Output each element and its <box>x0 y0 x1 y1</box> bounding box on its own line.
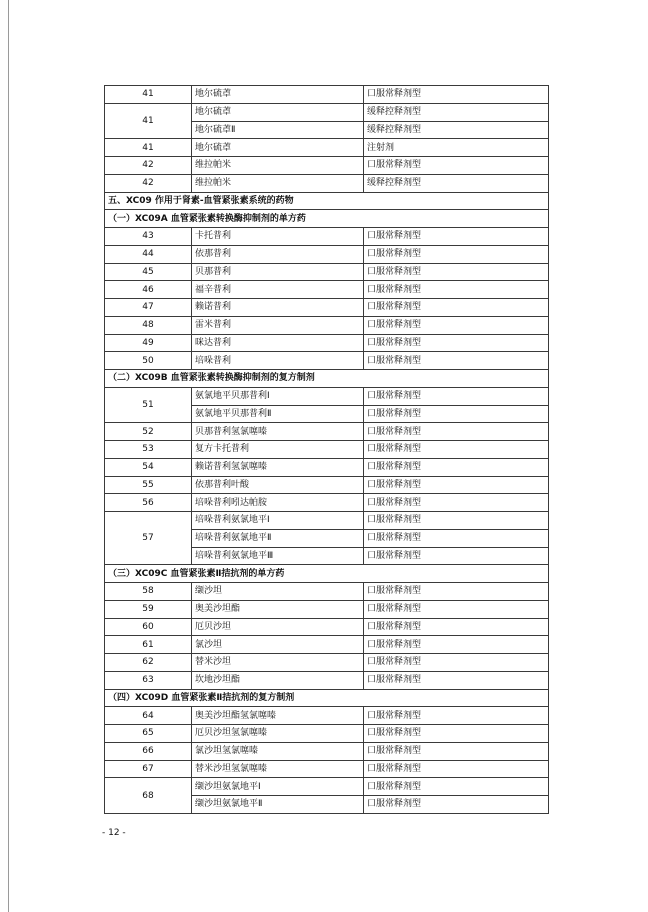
drug-name: 培哚普利吲达帕胺 <box>192 494 364 512</box>
table-row <box>105 423 549 441</box>
dosage-form: 口服常释剂型 <box>364 263 549 281</box>
table-row <box>105 458 549 476</box>
drug-name: 咪达普利 <box>192 334 364 352</box>
table-row <box>105 103 549 121</box>
table-row <box>105 86 549 104</box>
drug-name: 奥美沙坦酯 <box>192 600 364 618</box>
table-row <box>105 441 549 459</box>
drug-name: 厄贝沙坦氢氯噻嗪 <box>192 725 364 743</box>
dosage-form: 口服常释剂型 <box>364 334 549 352</box>
drug-number: 49 <box>105 334 192 352</box>
drug-number: 50 <box>105 352 192 370</box>
table-row <box>105 157 549 175</box>
dosage-form: 口服常释剂型 <box>364 778 549 796</box>
table-row <box>105 654 549 672</box>
drug-number: 43 <box>105 228 192 246</box>
drug-number: 57 <box>105 512 192 565</box>
dosage-form: 口服常释剂型 <box>364 636 549 654</box>
table-row <box>105 725 549 743</box>
drug-name: 复方卡托普利 <box>192 441 364 459</box>
dosage-form: 口服常释剂型 <box>364 157 549 175</box>
drug-name: 氨氯地平贝那普利Ⅱ <box>192 405 364 423</box>
table-row <box>105 636 549 654</box>
table-row <box>105 299 549 317</box>
drug-name: 培哚普利氨氯地平Ⅰ <box>192 512 364 530</box>
drug-name: 贝那普利 <box>192 263 364 281</box>
section-heading: （四）XC09D 血管紧张素Ⅱ拮抗剂的复方制剂 <box>105 689 549 707</box>
table-row <box>105 742 549 760</box>
table-row <box>105 512 549 530</box>
dosage-form: 口服常释剂型 <box>364 352 549 370</box>
drug-name: 替米沙坦 <box>192 654 364 672</box>
dosage-form: 口服常释剂型 <box>364 547 549 565</box>
drug-name: 福辛普利 <box>192 281 364 299</box>
drug-name: 雷米普利 <box>192 316 364 334</box>
dosage-form: 口服常释剂型 <box>364 441 549 459</box>
drug-number: 47 <box>105 299 192 317</box>
dosage-form: 口服常释剂型 <box>364 228 549 246</box>
dosage-form: 口服常释剂型 <box>364 405 549 423</box>
dosage-form: 口服常释剂型 <box>364 654 549 672</box>
drug-name: 赖诺普利 <box>192 299 364 317</box>
table-row <box>105 316 549 334</box>
dosage-form: 口服常释剂型 <box>364 618 549 636</box>
section-heading: （二）XC09B 血管紧张素转换酶抑制剂的复方制剂 <box>105 370 549 388</box>
table-row <box>105 600 549 618</box>
drug-name: 厄贝沙坦 <box>192 618 364 636</box>
drug-name: 地尔硫䓬 <box>192 103 364 121</box>
dosage-form: 口服常释剂型 <box>364 583 549 601</box>
drug-name: 贝那普利氢氯噻嗪 <box>192 423 364 441</box>
drug-number: 61 <box>105 636 192 654</box>
drug-name: 氯沙坦氢氯噻嗪 <box>192 742 364 760</box>
dosage-form: 口服常释剂型 <box>364 742 549 760</box>
drug-number: 64 <box>105 707 192 725</box>
dosage-form: 口服常释剂型 <box>364 512 549 530</box>
drug-name: 赖诺普利氢氯噻嗪 <box>192 458 364 476</box>
page-edge-line <box>8 0 9 912</box>
dosage-form: 口服常释剂型 <box>364 760 549 778</box>
table-row <box>105 334 549 352</box>
drug-number: 58 <box>105 583 192 601</box>
drug-number: 56 <box>105 494 192 512</box>
drug-name: 地尔硫䓬 <box>192 139 364 157</box>
drug-number: 53 <box>105 441 192 459</box>
drug-name: 培哚普利 <box>192 352 364 370</box>
drug-number: 62 <box>105 654 192 672</box>
drug-name: 依那普利 <box>192 245 364 263</box>
table-row <box>105 707 549 725</box>
dosage-form: 口服常释剂型 <box>364 423 549 441</box>
table-row <box>105 245 549 263</box>
section-heading-row <box>105 689 549 707</box>
drug-name: 卡托普利 <box>192 228 364 246</box>
dosage-form: 缓释控释剂型 <box>364 174 549 192</box>
drug-name: 氨氯地平贝那普利Ⅰ <box>192 387 364 405</box>
table-row <box>105 760 549 778</box>
dosage-form: 口服常释剂型 <box>364 529 549 547</box>
drug-name: 依那普利叶酸 <box>192 476 364 494</box>
section-heading: 五、XC09 作用于肾素-血管紧张素系统的药物 <box>105 192 549 210</box>
dosage-form: 口服常释剂型 <box>364 86 549 104</box>
drug-number: 67 <box>105 760 192 778</box>
drug-number: 65 <box>105 725 192 743</box>
drug-number: 42 <box>105 174 192 192</box>
drug-name: 培哚普利氨氯地平Ⅲ <box>192 547 364 565</box>
dosage-form: 口服常释剂型 <box>364 494 549 512</box>
section-heading-row <box>105 565 549 583</box>
drug-number: 45 <box>105 263 192 281</box>
drug-number: 54 <box>105 458 192 476</box>
drug-name: 坎地沙坦酯 <box>192 671 364 689</box>
drug-number: 59 <box>105 600 192 618</box>
drug-number: 66 <box>105 742 192 760</box>
drug-number: 55 <box>105 476 192 494</box>
drug-number: 44 <box>105 245 192 263</box>
drug-name: 培哚普利氨氯地平Ⅱ <box>192 529 364 547</box>
drug-number: 41 <box>105 103 192 139</box>
table-row <box>105 476 549 494</box>
drug-number: 41 <box>105 86 192 104</box>
table-row <box>105 281 549 299</box>
drug-number: 63 <box>105 671 192 689</box>
section-heading: （一）XC09A 血管紧张素转换酶抑制剂的单方药 <box>105 210 549 228</box>
table-row <box>105 263 549 281</box>
table-row <box>105 139 549 157</box>
drug-number: 68 <box>105 778 192 814</box>
section-heading-row <box>105 370 549 388</box>
table-row <box>105 618 549 636</box>
dosage-form: 缓释控释剂型 <box>364 121 549 139</box>
dosage-form: 注射剂 <box>364 139 549 157</box>
dosage-form: 口服常释剂型 <box>364 796 549 814</box>
table-row <box>105 671 549 689</box>
dosage-form: 口服常释剂型 <box>364 316 549 334</box>
drug-number: 42 <box>105 157 192 175</box>
table-row <box>105 778 549 796</box>
section-heading: （三）XC09C 血管紧张素Ⅱ拮抗剂的单方药 <box>105 565 549 583</box>
drug-number: 60 <box>105 618 192 636</box>
drug-number: 46 <box>105 281 192 299</box>
drug-name: 维拉帕米 <box>192 157 364 175</box>
table-row <box>105 174 549 192</box>
dosage-form: 口服常释剂型 <box>364 707 549 725</box>
table-row <box>105 583 549 601</box>
drug-name: 缬沙坦氨氯地平Ⅰ <box>192 778 364 796</box>
dosage-form: 口服常释剂型 <box>364 387 549 405</box>
dosage-form: 口服常释剂型 <box>364 299 549 317</box>
drug-number: 52 <box>105 423 192 441</box>
drug-name: 缬沙坦 <box>192 583 364 601</box>
dosage-form: 口服常释剂型 <box>364 245 549 263</box>
dosage-form: 口服常释剂型 <box>364 725 549 743</box>
page-number: - 12 - <box>102 828 126 838</box>
table-row <box>105 352 549 370</box>
dosage-form: 口服常释剂型 <box>364 476 549 494</box>
drug-name: 替米沙坦氢氯噻嗪 <box>192 760 364 778</box>
dosage-form: 口服常释剂型 <box>364 671 549 689</box>
drug-name: 奥美沙坦酯氢氯噻嗪 <box>192 707 364 725</box>
drug-name: 维拉帕米 <box>192 174 364 192</box>
drug-name: 氯沙坦 <box>192 636 364 654</box>
drug-table-body <box>105 86 549 814</box>
dosage-form: 缓释控释剂型 <box>364 103 549 121</box>
section-heading-row <box>105 210 549 228</box>
section-heading-row <box>105 192 549 210</box>
drug-name: 地尔硫䓬Ⅱ <box>192 121 364 139</box>
table-row <box>105 228 549 246</box>
dosage-form: 口服常释剂型 <box>364 600 549 618</box>
dosage-form: 口服常释剂型 <box>364 458 549 476</box>
table-row <box>105 494 549 512</box>
drug-number: 51 <box>105 387 192 423</box>
drug-number: 48 <box>105 316 192 334</box>
dosage-form: 口服常释剂型 <box>364 281 549 299</box>
table-row <box>105 387 549 405</box>
drug-name: 缬沙坦氨氯地平Ⅱ <box>192 796 364 814</box>
drug-name: 地尔硫䓬 <box>192 86 364 104</box>
drug-table <box>104 85 549 814</box>
drug-number: 41 <box>105 139 192 157</box>
